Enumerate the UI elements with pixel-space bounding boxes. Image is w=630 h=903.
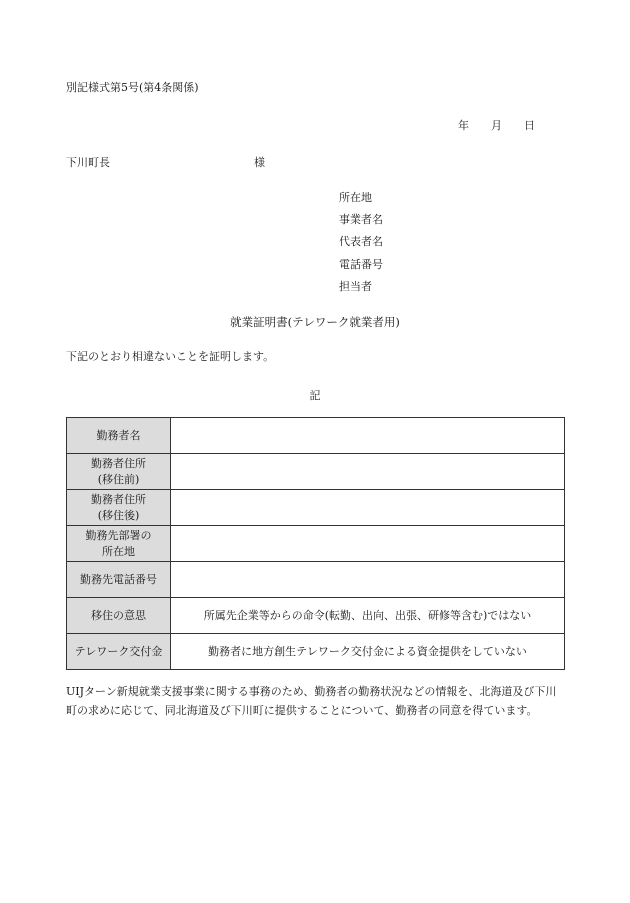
addressee: 下川町長 bbox=[66, 156, 110, 169]
row-value-address-before bbox=[171, 454, 565, 490]
form-number: 別記様式第5号(第4条関係) bbox=[66, 81, 199, 94]
consent-paragraph: UIJターン新規就業支援事業に関する事務のため、勤務者の勤務状況などの情報を、北海道及び下川町の求めに応じて、同北海道及び下川町に提供することについて、勤務者の同意を得ています。 bbox=[66, 685, 557, 717]
row-label-worker-name: 勤務者名 bbox=[67, 418, 171, 454]
field-contact-person: 担当者 bbox=[339, 279, 372, 293]
table-row bbox=[67, 562, 565, 598]
date-line bbox=[458, 119, 535, 132]
row-value-department-location bbox=[171, 526, 565, 562]
field-representative: 代表者名 bbox=[339, 235, 383, 249]
table-row bbox=[67, 490, 565, 526]
row-label-department-location: 勤務先部署の 所在地 bbox=[67, 526, 171, 562]
row-value-address-after bbox=[171, 490, 565, 526]
certificate-table bbox=[66, 417, 565, 670]
row-label-address-before: 勤務者住所 (移住前) bbox=[67, 454, 171, 490]
field-company-name: 事業者名 bbox=[339, 213, 383, 227]
table-row bbox=[67, 454, 565, 490]
row-label-workplace-phone: 勤務先電話番号 bbox=[67, 562, 171, 598]
field-address: 所在地 bbox=[339, 191, 372, 204]
row-value-worker-name bbox=[171, 418, 565, 454]
table-row bbox=[67, 634, 565, 670]
addressee-suffix: 様 bbox=[254, 156, 265, 169]
table-row bbox=[67, 526, 565, 562]
date-day: 日 bbox=[524, 119, 535, 132]
date-month: 月 bbox=[491, 119, 502, 132]
table-row bbox=[67, 598, 565, 634]
company-fields bbox=[339, 191, 383, 293]
row-label-telework-grant: テレワーク交付金 bbox=[67, 634, 171, 670]
row-value-workplace-phone bbox=[171, 562, 565, 598]
document-title: 就業証明書(テレワーク就業者用) bbox=[230, 315, 400, 329]
field-phone: 電話番号 bbox=[339, 257, 383, 271]
row-label-address-after: 勤務者住所 (移住後) bbox=[67, 490, 171, 526]
row-value-telework-grant: 勤務者に地方創生テレワーク交付金による資金提供をしていない bbox=[171, 634, 565, 670]
date-year: 年 bbox=[458, 119, 469, 132]
table-row bbox=[67, 418, 565, 454]
certification-statement: 下記のとおり相違ないことを証明します。 bbox=[66, 350, 275, 363]
row-label-relocation-intent: 移住の意思 bbox=[67, 598, 171, 634]
row-value-relocation-intent: 所属先企業等からの命令(転勤、出向、出張、研修等含む)ではない bbox=[171, 598, 565, 634]
ki-heading: 記 bbox=[309, 389, 321, 402]
